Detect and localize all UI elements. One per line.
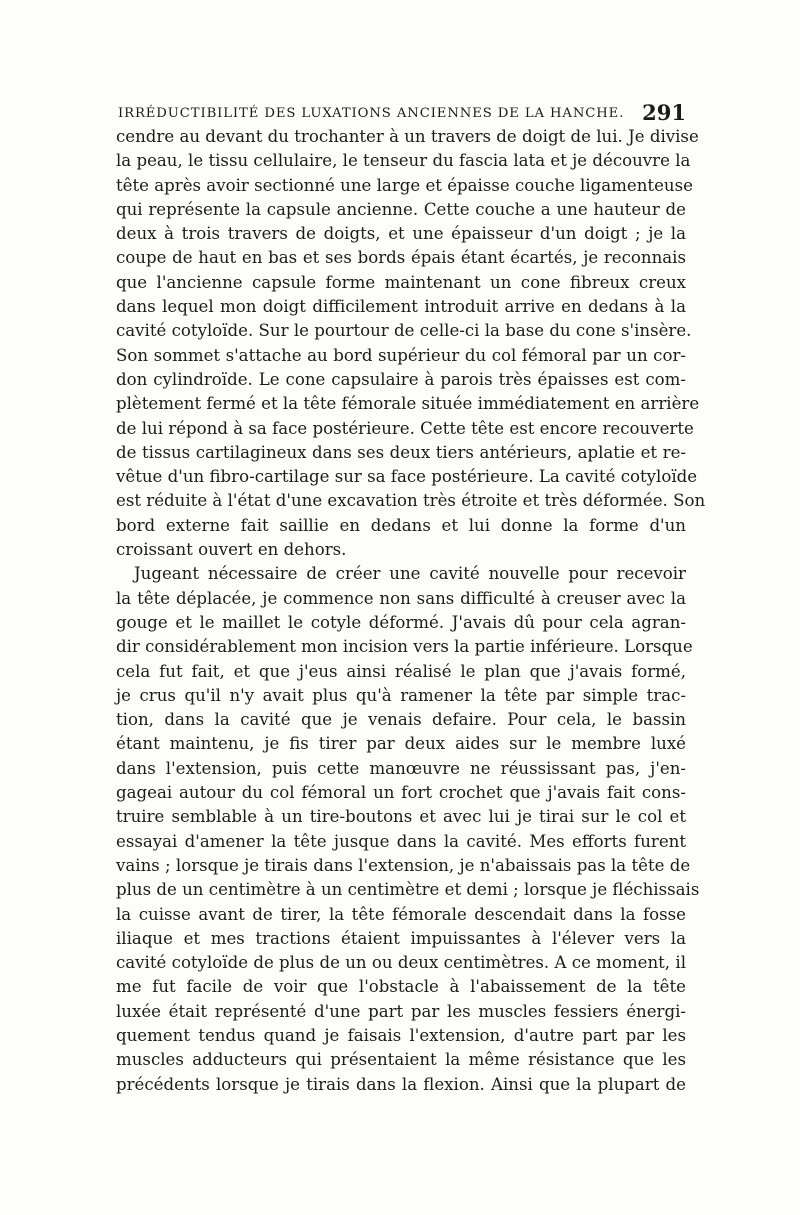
text-line: truire semblable à un tire-boutons et avec lui je tirai sur le col et: [116, 807, 686, 827]
text-line: bord externe fait saillie en dedans et lui donne la forme d'un: [116, 515, 686, 535]
text-line: me fut facile de voir que l'obstacle à l'abaissement de la tête: [116, 977, 686, 997]
text-line: vains ; lorsque je tirais dans l'extension, je n'abaissais pas la tête de: [116, 855, 691, 875]
text-line: dans l'extension, puis cette manœuvre ne réussissant pas, j'en-: [116, 758, 686, 778]
running-head: [118, 100, 686, 124]
text-line: la cuisse avant de tirer, la tête fémorale descendait dans la fosse: [116, 904, 686, 924]
paragraph-2: [116, 562, 700, 1097]
body-text: [116, 125, 706, 1097]
text-line: muscles adducteurs qui présentaient la même résistance que les: [116, 1050, 686, 1070]
text-line: deux à trois travers de doigts, et une épaisseur d'un doigt ; je la: [116, 224, 686, 244]
text-line: dans lequel mon doigt difficilement introduit arrive en dedans à la: [116, 297, 686, 317]
text-line: précédents lorsque je tirais dans la flexion. Ainsi que la plupart de: [116, 1074, 686, 1094]
text-line: croissant ouvert en dehors.: [116, 540, 347, 560]
text-line: je crus qu'il n'y avait plus qu'à ramener la tête par simple trac-: [116, 685, 686, 705]
page-number: 291: [642, 100, 686, 125]
text-line: vêtue d'un fibro-cartilage sur sa face postérieure. La cavité cotyloïde: [116, 467, 698, 487]
text-line: dir considérablement mon incision vers la partie inférieure. Lorsque: [116, 637, 693, 657]
text-line: que l'ancienne capsule forme maintenant un cone fibreux creux: [116, 272, 686, 292]
text-line: de lui répond à sa face postérieure. Cette tête est encore recouverte: [116, 418, 694, 438]
text-line: cela fut fait, et que j'eus ainsi réalisé le plan que j'avais formé,: [116, 661, 686, 681]
text-line: Jugeant nécessaire de créer une cavité nouvelle pour recevoir: [134, 564, 686, 584]
text-line: cavité cotyloïde de plus de un ou deux centimètres. A ce moment, il: [116, 953, 686, 973]
text-line: tion, dans la cavité que je venais defaire. Pour cela, le bassin: [116, 710, 686, 730]
text-line: plètement fermé et la tête fémorale située immédiatement en arrière: [116, 394, 700, 414]
text-line: Son sommet s'attache au bord supérieur du col fémoral par un cor-: [116, 345, 686, 365]
text-line: est réduite à l'état d'une excavation très étroite et très déformée. Son: [116, 491, 706, 511]
text-line: la peau, le tissu cellulaire, le tenseur du fascia lata et je découvre la: [116, 151, 691, 171]
text-line: cavité cotyloïde. Sur le pourtour de celle-ci la base du cone s'insère.: [116, 321, 692, 341]
text-line: tête après avoir sectionné une large et épaisse couche ligamenteuse: [116, 175, 693, 195]
running-title: IRRÉDUCTIBILITÉ DES LUXATIONS ANCIENNES DE LA HANCHE.: [118, 106, 625, 121]
text-line: coupe de haut en bas et ses bords épais étant écartés, je reconnais: [116, 248, 686, 268]
text-line: don cylindroïde. Le cone capsulaire à parois très épaisses est com-: [116, 369, 686, 389]
text-line: la tête déplacée, je commence non sans difficulté à creuser avec la: [116, 588, 686, 608]
text-line: essayai d'amener la tête jusque dans la cavité. Mes efforts furent: [116, 831, 686, 851]
text-line: cendre au devant du trochanter à un travers de doigt de lui. Je divise: [116, 127, 699, 146]
text-line: luxée était représenté d'une part par les muscles fessiers énergi-: [116, 1001, 686, 1021]
text-line: quement tendus quand je faisais l'extension, d'autre part par les: [116, 1025, 686, 1045]
text-line: étant maintenu, je fis tirer par deux aides sur le membre luxé: [116, 734, 686, 754]
text-line: gouge et le maillet le cotyle déformé. J'avais dû pour cela agran-: [116, 612, 686, 632]
text-line: iliaque et mes tractions étaient impuissantes à l'élever vers la: [116, 928, 686, 948]
text-line: qui représente la capsule ancienne. Cette couche a une hauteur de: [116, 199, 686, 219]
text-line: gageai autour du col fémoral un fort crochet que j'avais fait cons-: [116, 783, 686, 803]
text-line: de tissus cartilagineux dans ses deux tiers antérieurs, aplatie et re-: [116, 442, 686, 462]
paragraph-1: [116, 125, 706, 562]
text-line: plus de un centimètre à un centimètre et demi ; lorsque je fléchissais: [116, 880, 700, 900]
